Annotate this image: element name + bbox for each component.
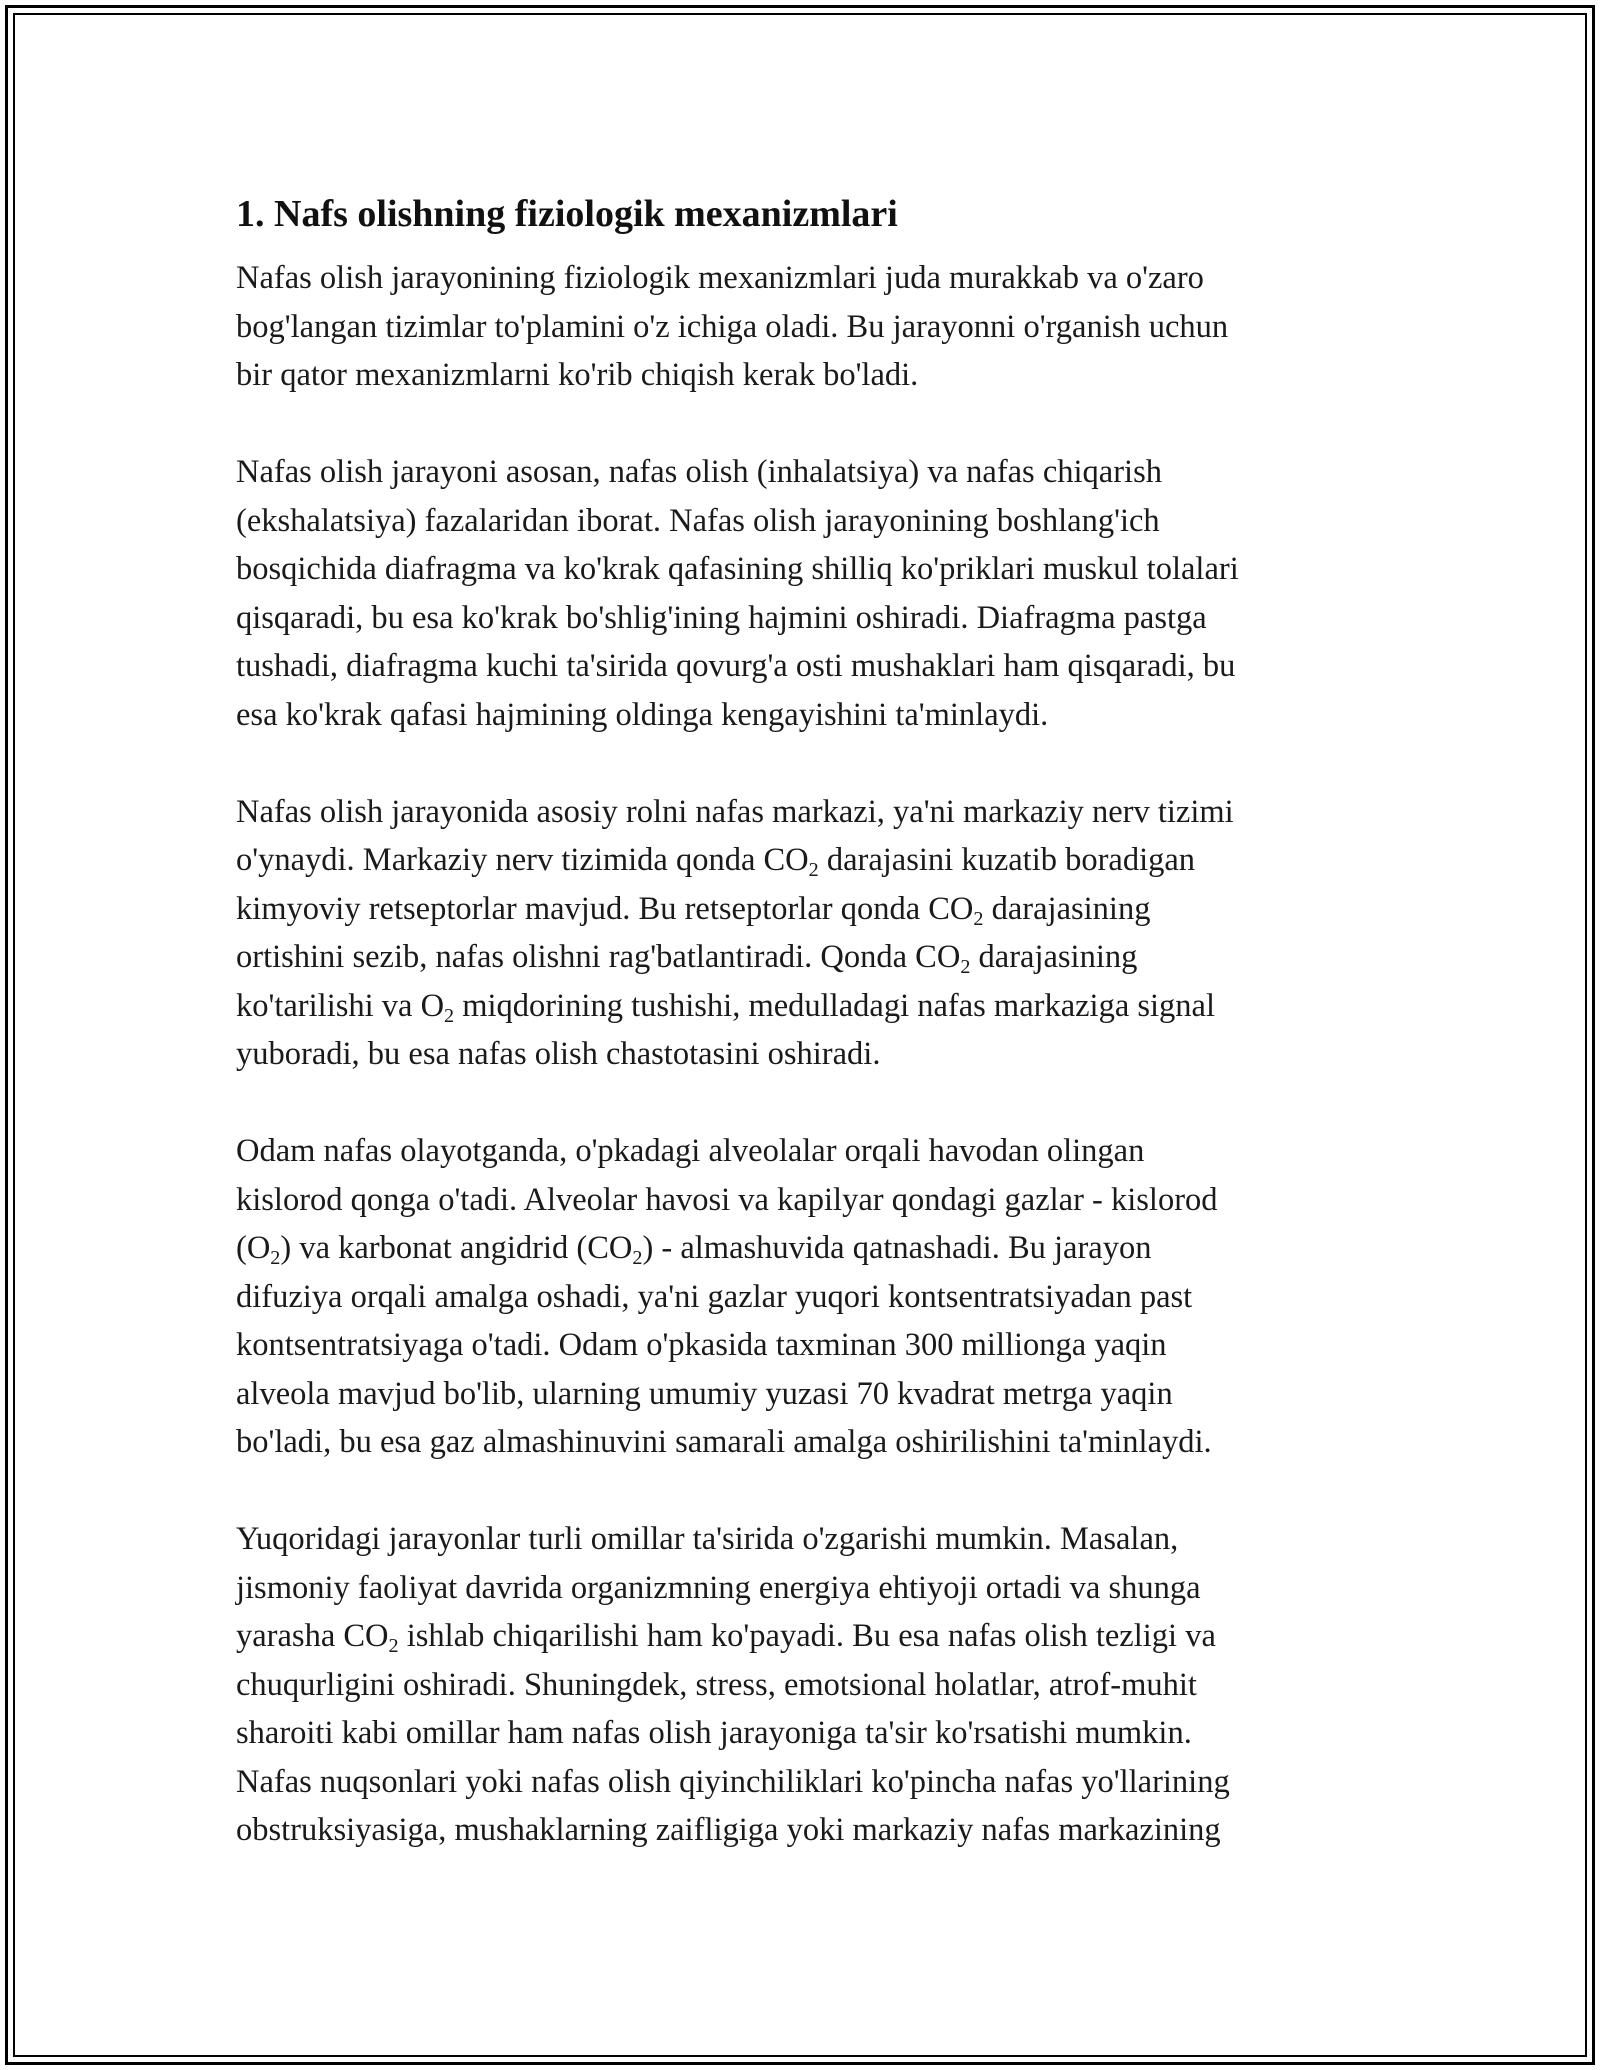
text-line: Nafas olish jarayonining fiziologik mexanizmlari juda murakkab va o'zaro <box>236 260 1204 296</box>
section-heading: 1. Nafs olishning fiziologik mexanizmlari <box>236 193 898 235</box>
text-line: Nafas olish jarayonida asosiy rolni nafas markazi, ya'ni markaziy nerv tizimi <box>236 793 1234 830</box>
document-body <box>236 188 1376 1903</box>
text-line: difuziya orqali amalga oshadi, ya'ni gazlar yuqori kontsentratsiyadan past <box>236 1278 1193 1315</box>
text-line: esa ko'krak qafasi hajmining oldinga kengayishini ta'minlaydi. <box>236 696 1049 733</box>
text-line: Yuqoridagi jarayonlar turli omillar ta'sirida o'zgarishi mumkin. Masalan, <box>236 1521 1179 1557</box>
paragraph-4 <box>236 1127 1376 1467</box>
text-line: chuqurligini oshiradi. Shuningdek, stress, emotsional holatlar, atrof-muhit <box>236 1666 1197 1703</box>
paragraph-5 <box>236 1515 1376 1855</box>
text-line: ko'tarilishi va $O_2$ miqdorining tushishi, medulladagi nafas markaziga signal <box>236 987 1216 1027</box>
text-line: $(O_2)$ va karbonat angidrid $(CO_2)$ - almashuvida qatnashadi. Bu jarayon <box>236 1230 1152 1270</box>
text-line: yarasha $CO_2$ ishlab chiqarilishi ham ko'payadi. Bu esa nafas olish tezligi va <box>236 1618 1216 1658</box>
text-line: alveola mavjud bo'lib, ularning umumiy yuzasi 70 kvadrat metrga yaqin <box>236 1375 1173 1412</box>
text-line: kontsentratsiyaga o'tadi. Odam o'pkasida taxminan 300 millionga yaqin <box>236 1327 1167 1363</box>
text-line: kimyoviy retseptorlar mavjud. Bu retseptorlar qonda $CO_2$ darajasining <box>236 890 1151 930</box>
text-line: bog'langan tizimlar to'plamini o'z ichiga oladi. Bu jarayonni o'rganish uchun <box>236 308 1229 345</box>
text-line: bo'ladi, bu esa gaz almashinuvini samarali amalga oshirilishini ta'minlaydi. <box>236 1424 1212 1460</box>
text-line: sharoiti kabi omillar ham nafas olish jarayoniga ta'sir ko'rsatishi mumkin. <box>236 1715 1192 1751</box>
text-line: Nafas nuqsonlari yoki nafas olish qiyinchiliklari ko'pincha nafas yo'llarining <box>236 1763 1230 1800</box>
text-line: tushadi, diafragma kuchi ta'sirida qovurg'a osti mushaklari ham qisqaradi, bu <box>236 648 1236 684</box>
text-line: yuboradi, bu esa nafas olish chastotasini oshiradi. <box>236 1036 881 1072</box>
text-line: bosqichida diafragma va ko'krak qafasining shilliq ko'priklari muskul tolalari <box>236 551 1239 587</box>
text-line: ortishini sezib, nafas olishni rag'batlantiradi. Qonda $CO_2$ darajasining <box>236 939 1138 979</box>
text-line: Nafas olish jarayoni asosan, nafas olish (inhalatsiya) va nafas chiqarish <box>236 454 1162 490</box>
text-line: Odam nafas olayotganda, o'pkadagi alveolalar orqali havodan olingan <box>236 1133 1145 1169</box>
text-line: qisqaradi, bu esa ko'krak bo'shlig'ining hajmini oshiradi. Diafragma pastga <box>236 599 1207 636</box>
text-line: jismoniy faoliyat davrida organizmning energiya ehtiyoji ortadi va shunga <box>236 1569 1201 1606</box>
text-line: obstruksiyasiga, mushaklarning zaifligiga yoki markaziy nafas markazining <box>236 1812 1221 1848</box>
text-line: kislorod qonga o'tadi. Alveolar havosi va kapilyar qondagi gazlar - kislorod <box>236 1181 1218 1218</box>
text-line: (ekshalatsiya) fazalaridan iborat. Nafas olish jarayonining boshlang'ich <box>236 502 1160 539</box>
paragraph-3 <box>236 788 1376 1079</box>
paragraph-1 <box>236 254 1376 400</box>
text-line: bir qator mexanizmlarni ko'rib chiqish kerak bo'ladi. <box>236 357 919 393</box>
paragraph-2 <box>236 448 1376 739</box>
text-line: o'ynaydi. Markaziy nerv tizimida qonda $CO_2$ darajasini kuzatib boradigan <box>236 842 1196 882</box>
